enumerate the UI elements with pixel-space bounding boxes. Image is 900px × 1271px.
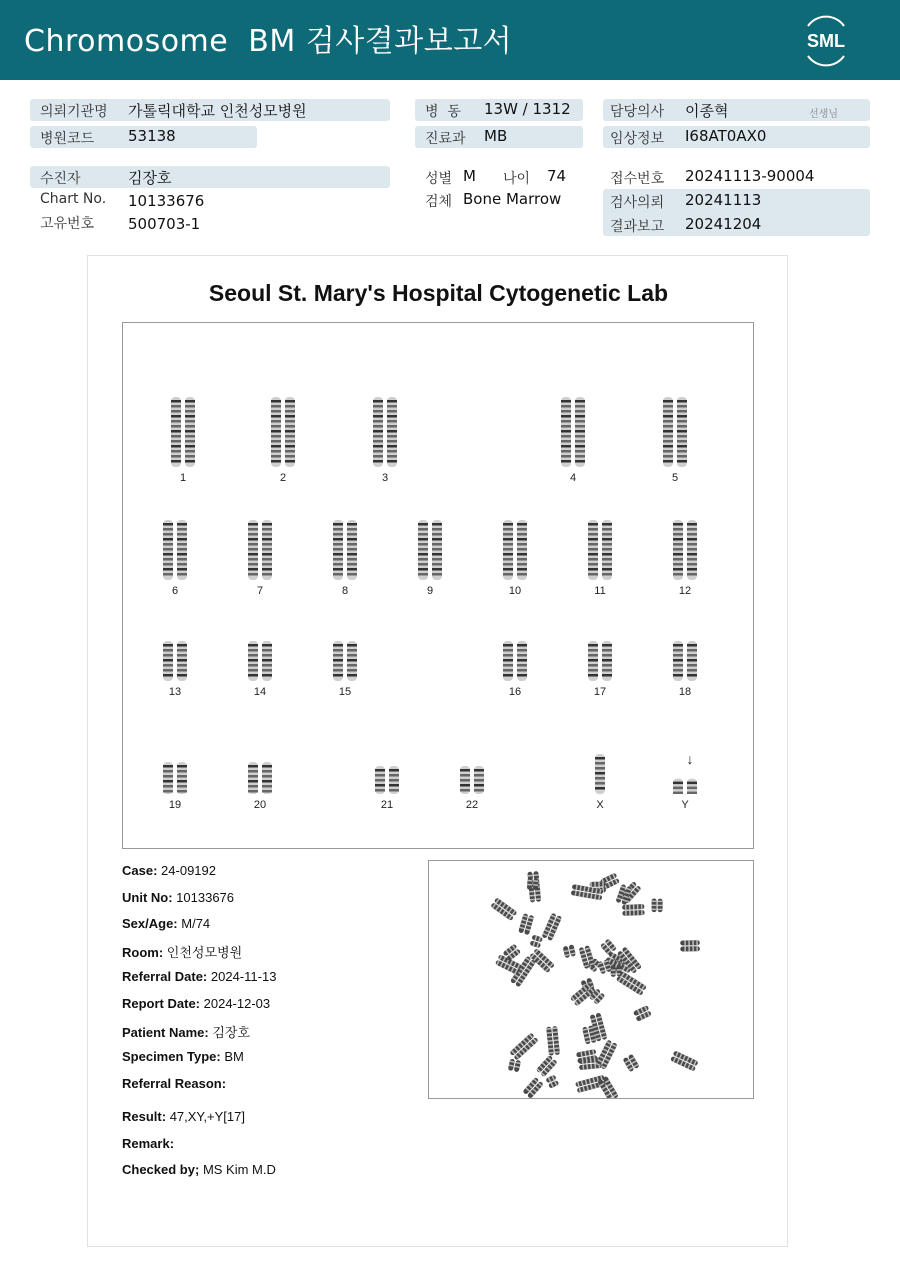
dept-label: 진료과 xyxy=(425,131,466,147)
result-label-report: Result: xyxy=(122,1109,167,1124)
specimen-label: 검체 xyxy=(425,194,453,210)
chromosome-pair-13 xyxy=(160,641,190,681)
metaphase-chromosome xyxy=(529,934,543,948)
chromosome-label-10: 10 xyxy=(508,585,522,597)
chromosome-label-X: X xyxy=(596,799,604,811)
metaphase-chromosome xyxy=(522,1077,543,1098)
specimen-value: Bone Marrow xyxy=(463,190,562,208)
unit-line xyxy=(122,890,234,905)
metaphase-chromosome xyxy=(616,971,647,996)
case-label: Case: xyxy=(122,863,158,878)
chromosome-pair-1 xyxy=(168,397,198,467)
unit-value: 10133676 xyxy=(176,890,235,905)
chromosome-label-9: 9 xyxy=(426,585,434,597)
metaphase-image xyxy=(428,860,754,1099)
chromosome-pair-Y xyxy=(670,766,700,794)
request-value: 20241113 xyxy=(685,191,762,209)
chromosome-pair-9 xyxy=(415,520,445,580)
chromosome-pair-X xyxy=(593,754,607,794)
chromosome-pair-19 xyxy=(160,762,190,794)
chromosome-pair-8 xyxy=(330,520,360,580)
metaphase-chromosome xyxy=(509,1032,538,1060)
chromosome-label-3: 3 xyxy=(381,472,389,484)
chromosome-label-6: 6 xyxy=(171,585,179,597)
chromosome-pair-18 xyxy=(670,641,700,681)
sml-logo-icon xyxy=(798,12,854,68)
metaphase-chromosome xyxy=(508,1058,521,1072)
chromosome-label-1: 1 xyxy=(179,472,187,484)
result-line xyxy=(122,1109,245,1124)
doctor-value: 이종혁 xyxy=(685,102,729,120)
chromosome-pair-3 xyxy=(370,397,400,467)
chromosome-label-21: 21 xyxy=(380,799,394,811)
doctor-suffix: 선생님 xyxy=(809,109,838,120)
remark-label: Remark: xyxy=(122,1136,175,1151)
unique-label: 고유번호 xyxy=(40,216,95,232)
referral-date-label: Referral Date: xyxy=(122,969,208,984)
chromosome-label-15: 15 xyxy=(338,686,352,698)
metaphase-chromosome xyxy=(595,1039,617,1069)
chromosome-label-18: 18 xyxy=(678,686,692,698)
case-value: 24-09192 xyxy=(161,863,216,878)
institution-value: 가톨릭대학교 인천성모병원 xyxy=(128,102,307,120)
metaphase-chromosome xyxy=(563,944,576,958)
chromosome-pair-4 xyxy=(558,397,588,467)
referral-reason-label: Referral Reason: xyxy=(122,1076,227,1091)
receipt-label: 접수번호 xyxy=(610,171,665,187)
patient-name-value: 김장호 xyxy=(212,1025,251,1040)
metaphase-chromosome xyxy=(670,1050,699,1071)
metaphase-chromosome xyxy=(600,938,617,955)
chromosome-pair-14 xyxy=(245,641,275,681)
patient-label: 수진자 xyxy=(40,171,81,187)
chromosome-pair-22 xyxy=(457,766,487,794)
result-label: 결과보고 xyxy=(610,219,665,235)
sexage-value: M/74 xyxy=(181,916,211,931)
patient-name-label: Patient Name: xyxy=(122,1025,209,1040)
sex-value: M xyxy=(463,167,476,185)
report-header xyxy=(0,0,900,80)
referral-date-value: 2024-11-13 xyxy=(210,969,277,984)
clinical-label: 임상정보 xyxy=(610,131,665,147)
chart-label: Chart No. xyxy=(40,191,107,207)
patient-value: 김장호 xyxy=(128,169,172,187)
room-value: 인천성모병원 xyxy=(166,945,243,960)
sex-label: 성별 xyxy=(425,171,453,187)
request-label: 검사의뢰 xyxy=(610,195,665,211)
chromosome-label-12: 12 xyxy=(678,585,692,597)
chromosome-label-22: 22 xyxy=(465,799,479,811)
metaphase-chromosome xyxy=(545,1074,559,1088)
metaphase-chromosome xyxy=(536,1055,558,1077)
sexage-line xyxy=(122,916,210,931)
metaphase-chromosome xyxy=(633,1005,652,1022)
room-label: Room: xyxy=(122,945,164,960)
chromosome-label-20: 20 xyxy=(253,799,267,811)
dept-value: MB xyxy=(484,127,508,145)
checked-value: MS Kim M.D xyxy=(202,1162,276,1177)
chromosome-label-4: 4 xyxy=(569,472,577,484)
room-line xyxy=(122,942,242,961)
chromosome-pair-21 xyxy=(372,766,402,794)
chromosome-pair-16 xyxy=(500,641,530,681)
chromosome-label-14: 14 xyxy=(253,686,267,698)
metaphase-chromosome xyxy=(680,940,700,951)
chromosome-pair-20 xyxy=(245,762,275,794)
chromosome-label-17: 17 xyxy=(593,686,607,698)
age-value: 74 xyxy=(547,167,567,185)
metaphase-chromosome xyxy=(490,897,517,921)
ward-value: 13W / 1312 xyxy=(484,100,571,118)
metaphase-chromosome xyxy=(578,945,595,969)
specimen-type-value: BM xyxy=(224,1049,244,1064)
metaphase-chromosome xyxy=(622,904,645,916)
karyotype-result: 47,XY,+Y[17] xyxy=(169,1109,245,1124)
result-value: 20241204 xyxy=(685,215,762,233)
referral-reason-line xyxy=(122,1076,226,1091)
ward-label: 병 동 xyxy=(425,104,461,120)
report-date-label: Report Date: xyxy=(122,996,201,1011)
chromosome-label-5: 5 xyxy=(671,472,679,484)
chromosome-label-Y: Y xyxy=(681,799,689,811)
checked-label: Checked by; xyxy=(122,1162,200,1177)
chromosome-pair-11 xyxy=(585,520,615,580)
metaphase-chromosome xyxy=(518,913,534,935)
chromosome-label-19: 19 xyxy=(168,799,182,811)
chromosome-pair-7 xyxy=(245,520,275,580)
chromosome-pair-12 xyxy=(670,520,700,580)
institution-label: 의뢰기관명 xyxy=(40,104,108,120)
metaphase-chromosome xyxy=(600,873,620,890)
report-date-value: 2024-12-03 xyxy=(203,996,271,1011)
metaphase-chromosome xyxy=(541,913,562,942)
sexage-label: Sex/Age: xyxy=(122,916,178,931)
specimen-type-line xyxy=(122,1049,244,1064)
karyogram-panel xyxy=(122,322,754,849)
chromosome-pair-15 xyxy=(330,641,360,681)
karyotype-report xyxy=(87,255,788,1247)
unique-value: 500703-1 xyxy=(128,215,201,233)
hospital-code-value: 53138 xyxy=(128,127,176,145)
chromosome-pair-5 xyxy=(660,397,690,467)
logo-text: SML xyxy=(807,31,845,51)
unit-label: Unit No: xyxy=(122,890,173,905)
report-date-line xyxy=(122,996,270,1011)
report-title: Chromosome BM 검사결과보고서 xyxy=(24,24,513,59)
metaphase-chromosome xyxy=(623,1054,640,1073)
checked-line xyxy=(122,1162,276,1177)
metaphase-spread-graphic xyxy=(429,861,753,1098)
chromosome-pair-10 xyxy=(500,520,530,580)
patient-row xyxy=(30,166,390,188)
age-label: 나이 xyxy=(503,171,531,187)
metaphase-chromosome xyxy=(546,1026,560,1056)
case-line xyxy=(122,863,216,878)
receipt-value: 20241113-90004 xyxy=(685,167,815,185)
referral-date-line xyxy=(122,969,276,984)
clinical-value: I68AT0AX0 xyxy=(685,127,767,145)
extra-y-arrow-icon: ↓ xyxy=(686,751,694,767)
chromosome-label-7: 7 xyxy=(256,585,264,597)
chromosome-label-2: 2 xyxy=(279,472,287,484)
chromosome-label-16: 16 xyxy=(508,686,522,698)
metaphase-chromosome xyxy=(652,899,663,913)
chart-value: 10133676 xyxy=(128,192,205,210)
chromosome-pair-17 xyxy=(585,641,615,681)
chromosome-label-11: 11 xyxy=(594,585,606,597)
lab-title: Seoul St. Mary's Hospital Cytogenetic Lab xyxy=(208,280,669,306)
chromosome-label-8: 8 xyxy=(341,585,349,597)
specimen-type-label: Specimen Type: xyxy=(122,1049,221,1064)
chromosome-pair-2 xyxy=(268,397,298,467)
hospital-code-label: 병원코드 xyxy=(40,131,95,147)
chromosome-pair-6 xyxy=(160,520,190,580)
chromosome-label-13: 13 xyxy=(168,686,182,698)
remark-line xyxy=(122,1136,174,1151)
patient-name-line xyxy=(122,1022,250,1041)
doctor-label: 담당의사 xyxy=(610,104,665,120)
